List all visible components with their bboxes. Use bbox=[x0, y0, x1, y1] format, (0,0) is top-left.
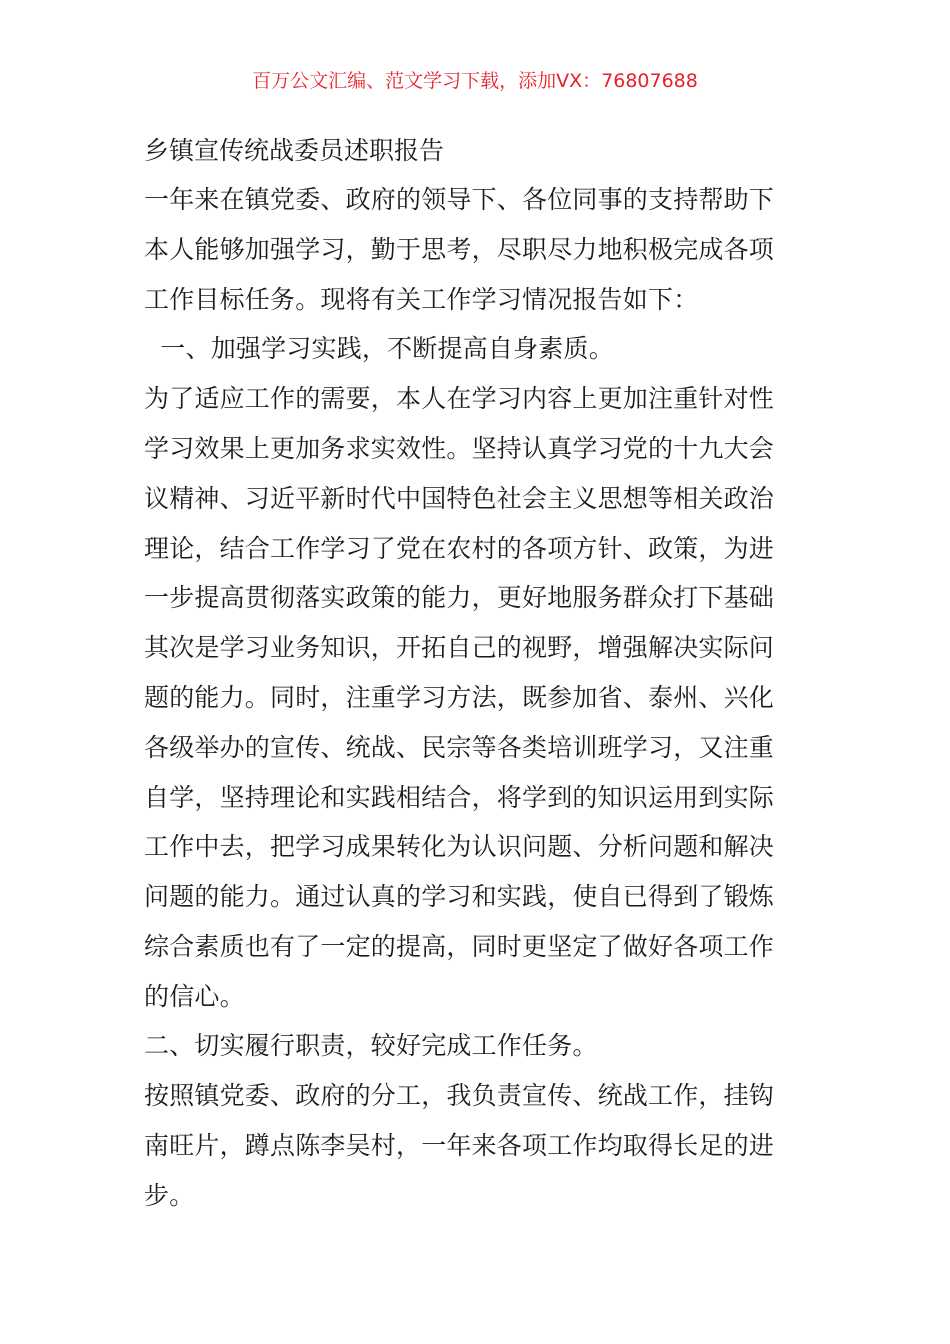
body-line: 各级举办的宣传、统战、民宗等各类培训班学习，又注重 bbox=[144, 733, 775, 762]
body-line: 学习效果上更加务求实效性。坚持认真学习党的十九大会 bbox=[144, 434, 775, 463]
body-line: 步。 bbox=[144, 1181, 195, 1210]
section-heading-1: 一、加强学习实践，不断提高自身素质。 bbox=[144, 334, 614, 363]
body-line: 自学，坚持理论和实践相结合，将学到的知识运用到实际 bbox=[144, 783, 775, 812]
body-line: 工作中去，把学习成果转化为认识问题、分析问题和解决 bbox=[144, 832, 775, 861]
header-banner: 百万公文汇编、范文学习下载，添加VX：76807688 bbox=[252, 70, 698, 92]
body-line: 议精神、习近平新时代中国特色社会主义思想等相关政治 bbox=[144, 484, 775, 513]
body-line: 综合素质也有了一定的提高，同时更坚定了做好各项工作 bbox=[144, 932, 775, 961]
body-line: 题的能力。同时，注重学习方法，既参加省、泰州、兴化 bbox=[144, 683, 775, 712]
body-line: 一步提高贯彻落实政策的能力，更好地服务群众打下基础 bbox=[144, 583, 775, 612]
body-line: 一年来在镇党委、政府的领导下、各位同事的支持帮助下 bbox=[144, 185, 775, 214]
body-line: 其次是学习业务知识，开拓自己的视野，增强解决实际问 bbox=[144, 633, 775, 662]
body-line: 问题的能力。通过认真的学习和实践，使自已得到了锻炼 bbox=[144, 882, 775, 911]
body-line: 的信心。 bbox=[144, 982, 245, 1011]
page-title: 乡镇宣传统战委员述职报告 bbox=[144, 136, 445, 165]
body-line: 为了适应工作的需要，本人在学习内容上更加注重针对性 bbox=[144, 384, 775, 413]
body-line: 南旺片，蹲点陈李吴村，一年来各项工作均取得长足的进 bbox=[144, 1131, 775, 1160]
body-line: 工作目标任务。现将有关工作学习情况报告如下： bbox=[144, 285, 699, 314]
section-heading-2: 二、切实履行职责，较好完成工作任务。 bbox=[144, 1031, 598, 1060]
body-line: 按照镇党委、政府的分工，我负责宣传、统战工作，挂钩 bbox=[144, 1081, 775, 1110]
body-line: 本人能够加强学习，勤于思考，尽职尽力地积极完成各项 bbox=[144, 235, 775, 264]
body-line: 理论，结合工作学习了党在农村的各项方针、政策，为进 bbox=[144, 534, 775, 563]
